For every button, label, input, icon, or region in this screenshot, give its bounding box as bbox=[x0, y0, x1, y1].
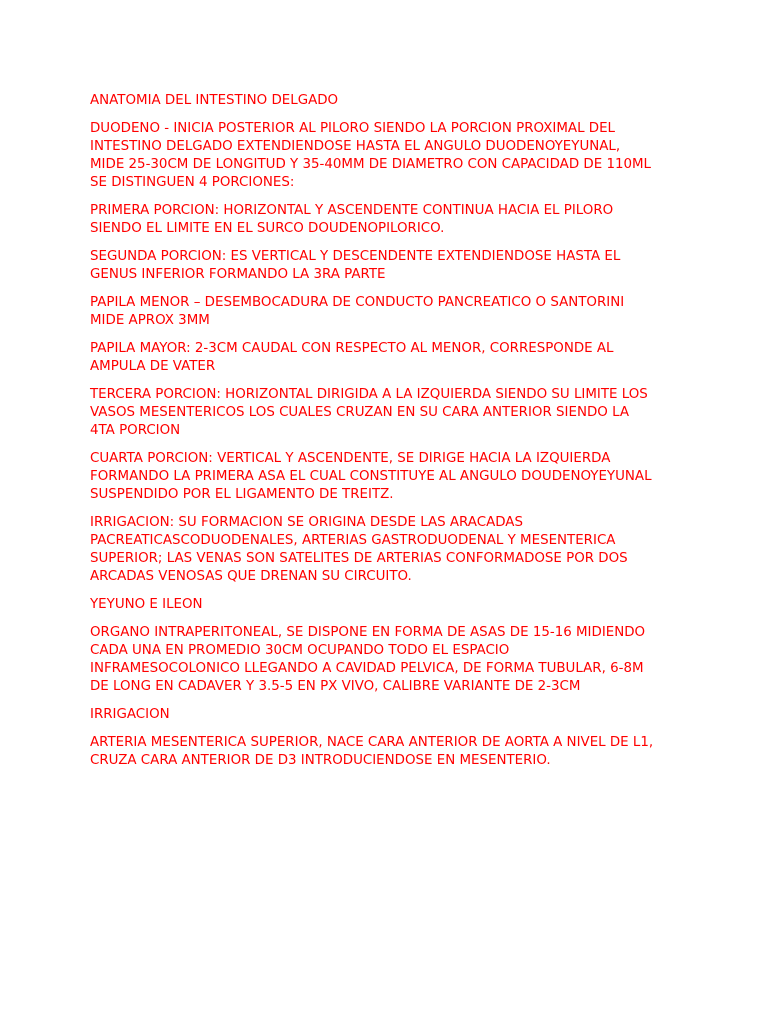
paragraph-tercera-porcion: TERCERA PORCION: HORIZONTAL DIRIGIDA A LA IZQUIERDA SIENDO SU LIMITE LOS VASOS MESENTERICOS LOS CUALES CRUZAN EN SU CARA ANTERIOR SIENDO LA 4TA PORCION bbox=[90, 387, 648, 438]
document-body bbox=[90, 92, 690, 780]
paragraph-primera-porcion: PRIMERA PORCION: HORIZONTAL Y ASCENDENTE CONTINUA HACIA EL PILORO SIENDO EL LIMITE EN EL SURCO DOUDENOPILORICO. bbox=[90, 203, 614, 236]
paragraph-duodeno: DUODENO - INICIA POSTERIOR AL PILORO SIENDO LA PORCION PROXIMAL DEL INTESTINO DELGADO EXTENDIENDOSE HASTA EL ANGULO DUODENOYEYUNAL, MIDE 25-30CM DE LONGITUD Y 35-40MM DE DIAMETRO CON CAPACIDAD DE 110ML SE DISTINGUEN 4 PORCIONES: bbox=[90, 121, 652, 190]
paragraph-papila-mayor: PAPILA MAYOR: 2-3CM CAUDAL CON RESPECTO AL MENOR, CORRESPONDE AL AMPULA DE VATER bbox=[90, 341, 614, 374]
paragraph-arteria-mesenterica: ARTERIA MESENTERICA SUPERIOR, NACE CARA ANTERIOR DE AORTA A NIVEL DE L1, CRUZA CARA ANTERIOR DE D3 INTRODUCIENDOSE EN MESENTERIO. bbox=[90, 735, 654, 768]
paragraph-papila-menor: PAPILA MENOR – DESEMBOCADURA DE CONDUCTO PANCREATICO O SANTORINI MIDE APROX 3MM bbox=[90, 295, 625, 328]
paragraph-irrigacion-duodeno: IRRIGACION: SU FORMACION SE ORIGINA DESDE LAS ARACADAS PACREATICASCODUODENALES, ARTERIAS GASTRODUODENAL Y MESENTERICA SUPERIOR; LAS VENAS SON SATELITES DE ARTERIAS CONFORMADOSE POR DOS ARCADAS VENOSAS QUE DRENAN SU CIRCUITO. bbox=[90, 515, 628, 584]
section-heading-yeyuno-ileon: YEYUNO E ILEON bbox=[90, 597, 203, 612]
paragraph-cuarta-porcion: CUARTA PORCION: VERTICAL Y ASCENDENTE, SE DIRIGE HACIA LA IZQUIERDA FORMANDO LA PRIMERA ASA EL CUAL CONSTITUYE AL ANGULO DOUDENOYEYUNAL SUSPENDIDO POR EL LIGAMENTO DE TREITZ. bbox=[90, 451, 652, 502]
paragraph-organo-intraperitoneal: ORGANO INTRAPERITONEAL, SE DISPONE EN FORMA DE ASAS DE 15-16 MIDIENDO CADA UNA EN PROMEDIO 30CM OCUPANDO TODO EL ESPACIO INFRAMESOCOLONICO LLEGANDO A CAVIDAD PELVICA, DE FORMA TUBULAR, 6-8M DE LONG EN CADAVER Y 3.5-5 EN PX VIVO, CALIBRE VARIANTE DE 2-3CM bbox=[90, 625, 646, 694]
document-title: ANATOMIA DEL INTESTINO DELGADO bbox=[90, 93, 339, 108]
section-heading-irrigacion: IRRIGACION bbox=[90, 707, 170, 722]
paragraph-segunda-porcion: SEGUNDA PORCION: ES VERTICAL Y DESCENDENTE EXTENDIENDOSE HASTA EL GENUS INFERIOR FORMANDO LA 3RA PARTE bbox=[90, 249, 621, 282]
